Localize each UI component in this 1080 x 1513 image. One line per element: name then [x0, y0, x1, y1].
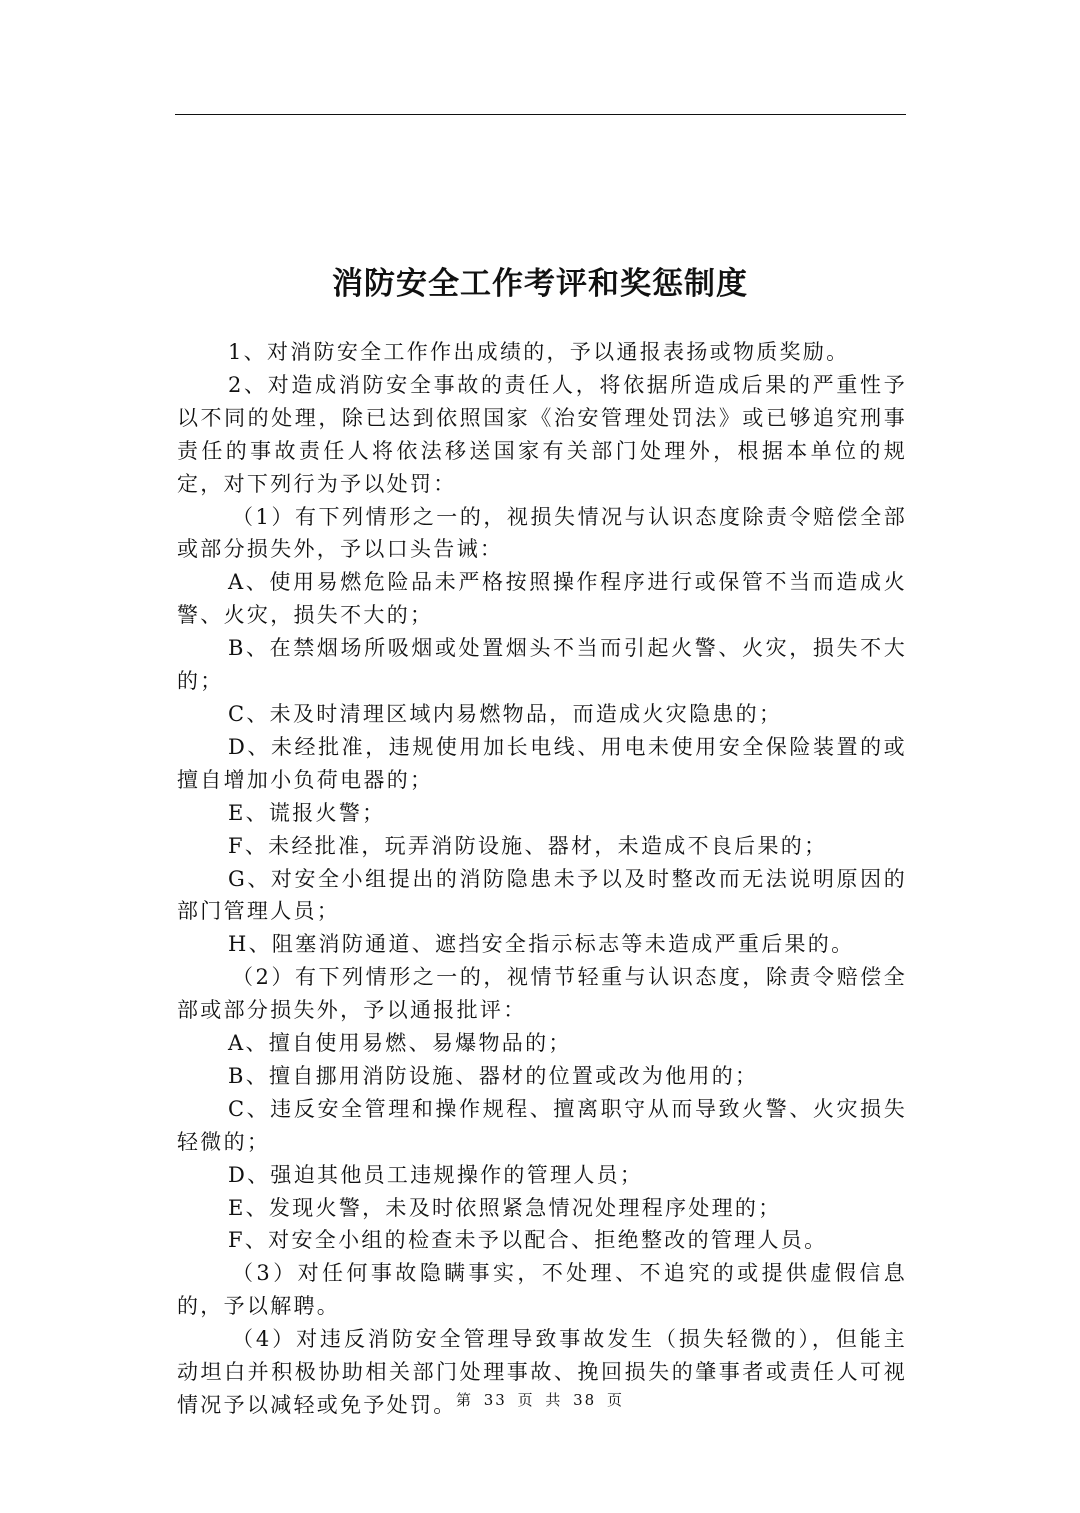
paragraph: D、未经批准，违规使用加长电线、用电未使用安全保险装置的或擅自增加小负荷电器的；	[177, 734, 907, 792]
paragraph: （2）有下列情形之一的，视情节轻重与认识态度，除责令赔偿全部或部分损失外，予以通报批评：	[177, 965, 907, 1023]
document-body	[177, 336, 907, 1422]
paragraph: 2、对造成消防安全事故的责任人，将依据所造成后果的严重性予以不同的处理，除已达到依照国家《治安管理处罚法》或已够追究刑事责任的事故责任人将依法移送国家有关部门处理外，根据本单位的规定，对下列行为予以处罚：	[177, 372, 907, 496]
paragraph: G、对安全小组提出的消防隐患未予以及时整改而无法说明原因的部门管理人员；	[177, 866, 907, 924]
paragraph: H、阻塞消防通道、遮挡安全指示标志等未造成严重后果的。	[228, 932, 855, 957]
paragraph: B、在禁烟场所吸烟或处置烟头不当而引起火警、火灾，损失不大的；	[177, 636, 907, 694]
paragraph: C、违反安全管理和操作规程、擅离职守从而导致火警、火灾损失轻微的；	[177, 1096, 907, 1154]
paragraph: （3）对任何事故隐瞒事实，不处理、不追究的或提供虚假信息的，予以解聘。	[177, 1261, 907, 1319]
paragraph: E、谎报火警；	[228, 800, 386, 825]
paragraph: F、未经批准，玩弄消防设施、器材，未造成不良后果的；	[228, 833, 828, 858]
page-number: 第 33 页 共 38 页	[455, 1391, 624, 1409]
paragraph: A、擅自使用易燃、易爆物品的；	[228, 1031, 572, 1056]
paragraph: （1）有下列情形之一的，视损失情况与认识态度除责令赔偿全部或部分损失外，予以口头告诫：	[177, 504, 907, 562]
paragraph: F、对安全小组的检查未予以配合、拒绝整改的管理人员。	[228, 1228, 828, 1253]
header-rule	[175, 114, 906, 115]
paragraph: 1、对消防安全工作作出成绩的，予以通报表扬或物质奖励。	[228, 340, 850, 364]
document-title: 消防安全工作考评和奖惩制度	[332, 266, 748, 302]
paragraph: A、使用易燃危险品未严格按照操作程序进行或保管不当而造成火警、火灾，损失不大的；	[177, 570, 907, 628]
paragraph: B、擅自挪用消防设施、器材的位置或改为他用的；	[228, 1063, 759, 1088]
paragraph: （4）对违反消防安全管理导致事故发生（损失轻微的），但能主动坦白并积极协助相关部门处理事故、挽回损失的肇事者或责任人可视情况予以减轻或免予处罚。	[177, 1327, 907, 1417]
paragraph: C、未及时清理区域内易燃物品，而造成火灾隐患的；	[228, 701, 783, 726]
paragraph: E、发现火警，未及时依照紧急情况处理程序处理的；	[228, 1195, 782, 1220]
paragraph: D、强迫其他员工违规操作的管理人员；	[228, 1162, 644, 1187]
